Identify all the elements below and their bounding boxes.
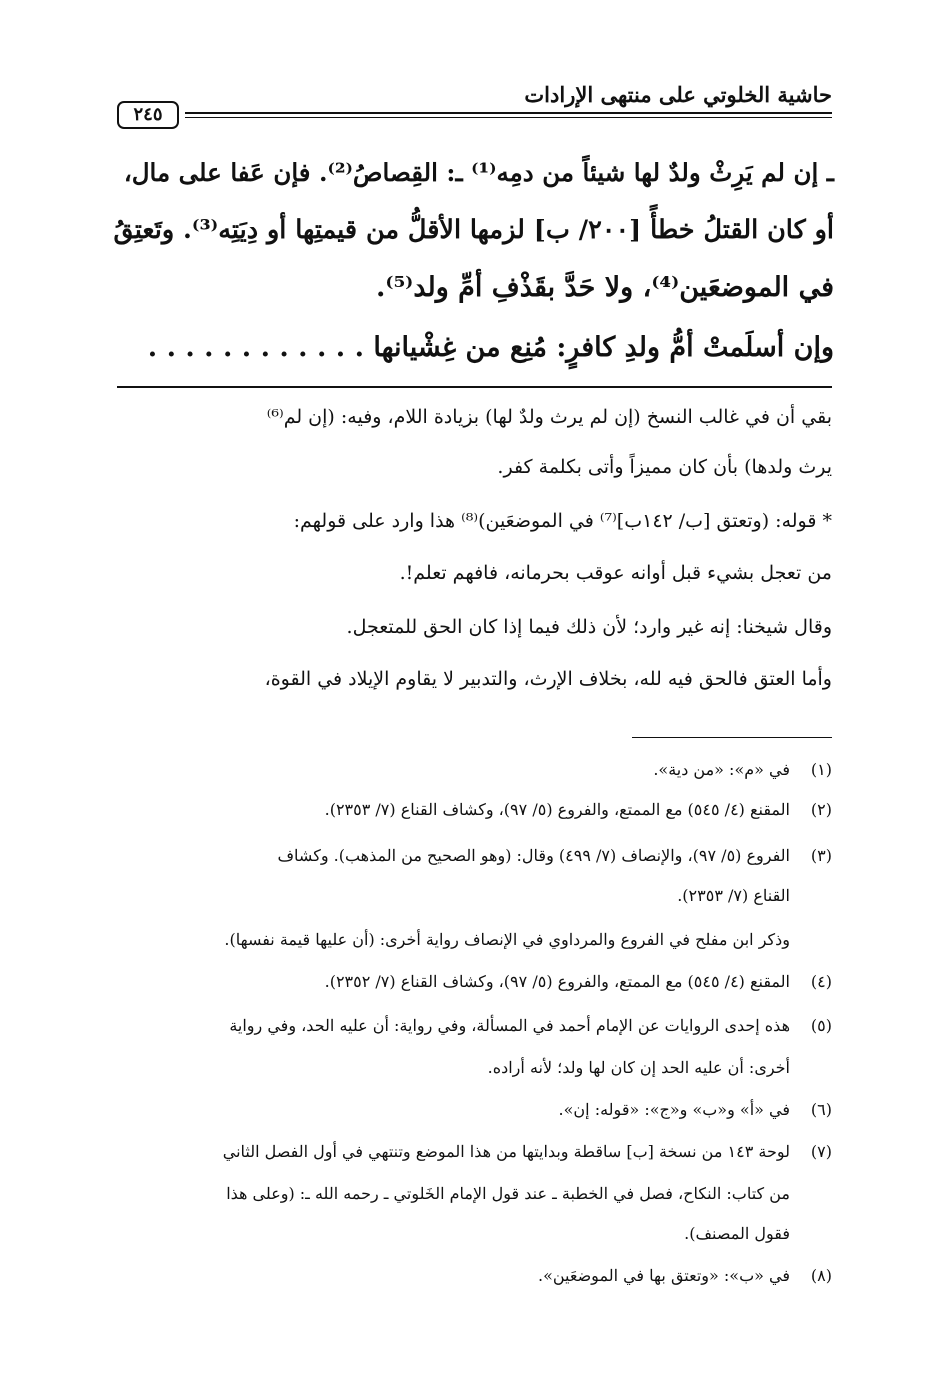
footnote-text: المقنع (٤/ ٥٤٥) مع الممتع، والفروع (٥/ ٩٧)، وكشاف القناع (٧/ ٢٣٥٣). <box>324 800 790 819</box>
running-header-title: حاشية الخلوتي على منتهى الإرادات <box>524 82 832 107</box>
footnote-line <box>116 1266 832 1285</box>
header-rule <box>185 112 832 118</box>
matn-line: وإن أسلَمتْ أمُّ ولدِ كافرٍ: مُنِع من غِشْيانها . . . . . . . . . . . . <box>147 332 834 363</box>
footnote-text: الفروع (٥/ ٩٧)، والإنصاف (٧/ ٤٩٩) وقال: (وهو الصحيح من المذهب). وكشاف <box>277 846 790 865</box>
footnote-line <box>116 1016 832 1035</box>
footnote-line <box>116 1100 832 1119</box>
footnote-text: المقنع (٤/ ٥٤٥) مع الممتع، والفروع (٥/ ٩٧)، وكشاف القناع (٧/ ٢٣٥٢). <box>324 972 790 991</box>
footnote-number: (٨) <box>810 1266 832 1285</box>
matn-line: في الموضعَين⁽⁴⁾، ولا حَدَّ بقَذْفِ أمِّ ولد⁽⁵⁾. <box>376 272 834 303</box>
commentary-line: من تعجل بشيء قبل أوانه عوقب بحرمانه، فافهم تعلم!. <box>399 562 832 584</box>
footnote-text: هذه إحدى الروايات عن الإمام أحمد في المسألة، وفي رواية: أن عليه الحد، وفي رواية <box>229 1016 790 1035</box>
footnote-continuation: القناع (٧/ ٢٣٥٣). <box>677 886 790 905</box>
footnote-number: (٦) <box>810 1100 832 1119</box>
footnote-line <box>116 1142 832 1161</box>
footnote-text: لوحة ١٤٣ من نسخة [ب] ساقطة وبدايتها من هذا الموضع وتنتهي في أول الفصل الثاني <box>222 1142 790 1161</box>
footnote-number: (٢) <box>810 800 832 819</box>
commentary-line: يرث ولدها) بأن كان مميزاً وأتى بكلمة كفر. <box>497 456 832 478</box>
footnote-text: في «أ» و«ب» و«ج»: «قوله: إن». <box>558 1100 790 1119</box>
footnote-text: في «م»: «من دية». <box>653 760 790 779</box>
footnote-number: (٣) <box>810 846 832 865</box>
footnote-number: (٥) <box>810 1016 832 1035</box>
footnote-number: (٤) <box>810 972 832 991</box>
footnote-continuation: من كتاب: النكاح، فصل في الخطبة ـ عند قول الإمام الخَلوتي ـ رحمه الله ـ: (وعلى هذا <box>226 1184 790 1203</box>
commentary-line: بقي أن في غالب النسخ (إن لم يرث ولدٌ لها) بزيادة اللام، وفيه: (إن لم⁽⁶⁾ <box>266 406 832 428</box>
footnote-number: (١) <box>810 760 832 779</box>
commentary-line: وقال شيخنا: إنه غير وارد؛ لأن ذلك فيما إذا كان الحق للمتعجل. <box>346 616 832 638</box>
footnote-line <box>116 846 832 865</box>
matn-line: ـ إن لم يَرِثْ ولدٌ لها شيئاً من دمِه⁽¹⁾ ـ: القِصاصُ⁽²⁾. فإن عَفا على مال، <box>123 158 834 187</box>
footnote-continuation: أخرى: أن عليه الحد إن كان لها ولد؛ لأنه أراده. <box>487 1058 790 1077</box>
footnote-line <box>116 800 832 819</box>
footnote-continuation: وذكر ابن مفلح في الفروع والمرداوي في الإنصاف رواية أخرى: (أن عليها قيمة نفسها). <box>224 930 790 949</box>
commentary-line: وأما العتق فالحق فيه لله، بخلاف الإرث، والتدبير لا يقاوم الإيلاد في القوة، <box>264 668 832 690</box>
footnote-rule <box>632 737 832 738</box>
commentary-line: * قوله: (وتعتق [ب/ ١٤٢ب]⁽⁷⁾ في الموضعَين)⁽⁸⁾ هذا وارد على قولهم: <box>293 510 832 532</box>
footnote-continuation: فقول المصنف). <box>684 1224 790 1243</box>
footnote-line <box>116 972 832 991</box>
footnote-text: في «ب»: «وتعتق بها في الموضعَين». <box>537 1266 790 1285</box>
footnote-line <box>116 760 832 779</box>
footnote-number: (٧) <box>810 1142 832 1161</box>
matn-line: أو كان القتلُ خطأً [٢٠٠/ ب] لزمها الأقلُّ من قيمتِها أو دِيَتِه⁽³⁾. وتَعتِقُ <box>113 215 834 245</box>
page-number: ٢٤٥ <box>117 101 179 129</box>
text-separator-rule <box>117 386 832 388</box>
